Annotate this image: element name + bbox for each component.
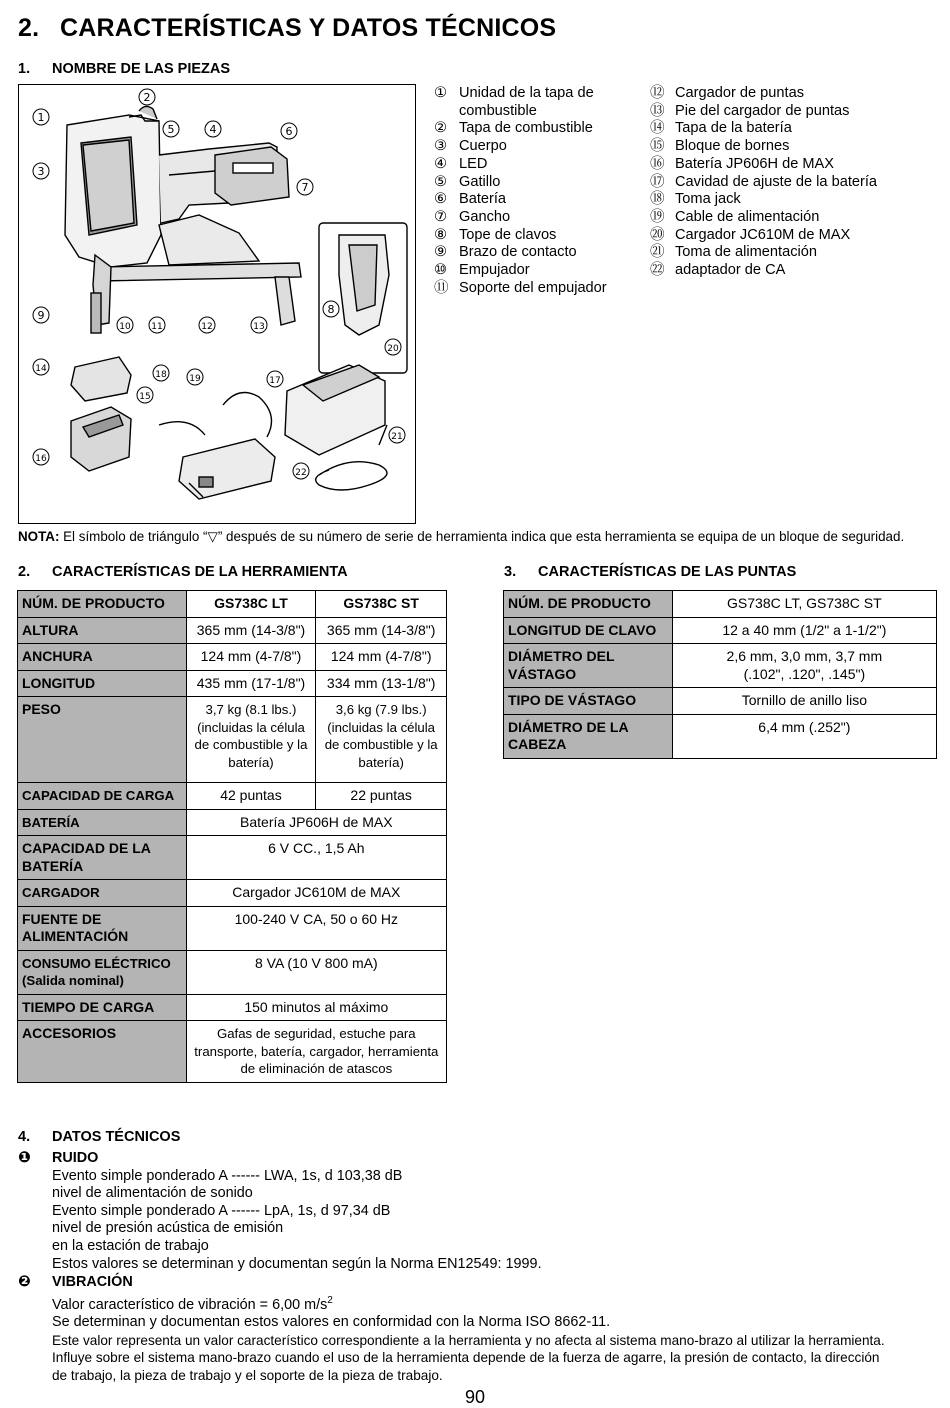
text-line: Este valor representa un valor característico correspondiente a la herramienta y no afecta al sistema mano-brazo al utilizar la herramienta. bbox=[52, 1332, 885, 1348]
callout-14 bbox=[33, 359, 49, 375]
text-line: Influye sobre el sistema mano-brazo cuando el uso de la herramienta depende de la fuerza de agarre, la presión de contacto, la dirección bbox=[52, 1350, 880, 1366]
table-row bbox=[18, 880, 447, 907]
legend-number bbox=[434, 103, 459, 121]
legend-label: Tope de clavos bbox=[459, 226, 557, 243]
legend-item bbox=[434, 138, 607, 156]
legend-item bbox=[434, 156, 607, 174]
legend-number: ⑭ bbox=[650, 120, 665, 137]
legend-number: ⑱ bbox=[650, 191, 665, 208]
legend-label: Batería JP606H de MAX bbox=[675, 155, 834, 172]
svg-text:20: 20 bbox=[387, 344, 399, 354]
legend-label: Tapa de combustible bbox=[459, 120, 593, 137]
legend-label: Cable de alimentación bbox=[675, 208, 820, 225]
row-label: TIEMPO DE CARGA bbox=[18, 994, 187, 1021]
callout-1 bbox=[33, 109, 49, 125]
svg-text:4: 4 bbox=[209, 123, 217, 136]
legend-label: Soporte del empujador bbox=[459, 279, 607, 296]
legend-item bbox=[650, 244, 877, 262]
legend-item bbox=[650, 138, 877, 156]
svg-text:14: 14 bbox=[35, 364, 47, 374]
callout-18 bbox=[153, 365, 169, 381]
legend-item bbox=[650, 227, 877, 245]
tool-heading: 2. CARACTERÍSTICAS DE LA HERRAMIENTA bbox=[18, 564, 348, 580]
legend-label: Batería bbox=[459, 191, 507, 208]
legend-number: ㉒ bbox=[650, 262, 665, 279]
legend-item bbox=[434, 103, 607, 121]
callout-6 bbox=[281, 123, 297, 139]
legend-item bbox=[434, 85, 607, 103]
svg-text:17: 17 bbox=[269, 376, 281, 386]
legend-number: ⑪ bbox=[434, 279, 449, 296]
row-label: ALTURA bbox=[18, 617, 187, 644]
text-line: Evento simple ponderado A ------ LpA, 1s, d 97,34 dB bbox=[52, 1202, 391, 1219]
callout-20 bbox=[385, 339, 401, 355]
text-line: Estos valores se determinan y documentan según la Norma EN12549: 1999. bbox=[52, 1255, 542, 1272]
vibration-norm: Se determinan y documentan estos valores en conformidad con la Norma ISO 8662-11. bbox=[52, 1313, 611, 1330]
legend-number: ⑤ bbox=[434, 173, 448, 190]
svg-text:1: 1 bbox=[37, 111, 45, 124]
svg-text:9: 9 bbox=[37, 309, 45, 322]
legend-item bbox=[434, 244, 607, 262]
svg-text:21: 21 bbox=[391, 432, 403, 442]
legend-number: ④ bbox=[434, 155, 448, 172]
callout-11 bbox=[149, 317, 165, 333]
table-row bbox=[504, 644, 937, 688]
row-label: CARGADOR bbox=[18, 880, 187, 907]
text-line: Evento simple ponderado A ------ LWA, 1s, d 103,38 dB bbox=[52, 1167, 403, 1184]
legend-number: ⑥ bbox=[434, 191, 448, 208]
legend-item bbox=[650, 262, 877, 280]
svg-text:11: 11 bbox=[151, 322, 163, 332]
legend-number: ⑨ bbox=[434, 244, 448, 261]
legend-item bbox=[434, 280, 607, 298]
table-row bbox=[504, 617, 937, 644]
row-label: DIÁMETRO DE LA CABEZA bbox=[504, 714, 673, 758]
table-row bbox=[504, 714, 937, 758]
callout-21 bbox=[389, 427, 405, 443]
legend-item bbox=[650, 191, 877, 209]
table-row bbox=[18, 809, 447, 836]
callout-5 bbox=[163, 121, 179, 137]
table-row bbox=[18, 670, 447, 697]
legend-number: ① bbox=[434, 85, 448, 101]
table-cell: 365 mm (14-3/8") bbox=[186, 617, 316, 644]
parts-heading: 1. NOMBRE DE LAS PIEZAS bbox=[18, 61, 231, 77]
text-line: de trabajo, la pieza de trabajo y el soporte de la pieza de trabajo. bbox=[52, 1367, 443, 1383]
callout-9 bbox=[33, 307, 49, 323]
table-cell: 124 mm (4-7/8") bbox=[186, 644, 316, 671]
legend-label: Gatillo bbox=[459, 173, 501, 190]
svg-text:18: 18 bbox=[155, 370, 167, 380]
svg-text:5: 5 bbox=[167, 123, 175, 136]
table-cell: 42 puntas bbox=[186, 783, 316, 810]
text-line: en la estación de trabajo bbox=[52, 1237, 209, 1254]
callout-7 bbox=[297, 179, 313, 195]
vibration-value: Valor característico de vibración = 6,00 $m/s^2$ bbox=[52, 1294, 333, 1313]
table-row bbox=[18, 644, 447, 671]
callout-13 bbox=[251, 317, 267, 333]
callout-17 bbox=[267, 371, 283, 387]
table-cell: 124 mm (4-7/8") bbox=[316, 644, 447, 671]
legend-item bbox=[434, 174, 607, 192]
page-number: 90 bbox=[464, 1387, 486, 1407]
legend-label: Cuerpo bbox=[459, 138, 507, 155]
table-row bbox=[18, 783, 447, 810]
svg-text:16: 16 bbox=[35, 454, 47, 464]
callout-19 bbox=[187, 369, 203, 385]
table-row bbox=[18, 1021, 447, 1083]
callout-15 bbox=[137, 387, 153, 403]
text-line: nivel de presión acústica de emisión bbox=[52, 1220, 284, 1237]
svg-text:19: 19 bbox=[189, 374, 201, 384]
svg-text:10: 10 bbox=[119, 322, 131, 332]
table-cell: 6,4 mm (.252") bbox=[672, 714, 936, 758]
table-cell: 435 mm (17-1/8") bbox=[186, 670, 316, 697]
callout-16 bbox=[33, 449, 49, 465]
legend-number: ⑬ bbox=[650, 102, 665, 119]
table-row bbox=[18, 617, 447, 644]
svg-text:12: 12 bbox=[201, 322, 213, 332]
row-label: LONGITUD bbox=[18, 670, 187, 697]
table-cell: Gafas de seguridad, estuche para transporte, batería, cargador, herramienta de eliminación de atascos bbox=[186, 1021, 446, 1083]
legend-label: LED bbox=[459, 155, 488, 172]
legend-item bbox=[650, 120, 877, 138]
table-row bbox=[18, 697, 447, 783]
legend-item bbox=[650, 174, 877, 192]
table-cell: GS738C LT, GS738C ST bbox=[672, 591, 936, 618]
legend-number: ⑫ bbox=[650, 85, 665, 101]
row-label: ANCHURA bbox=[18, 644, 187, 671]
table-header-cell: GS738C ST bbox=[316, 591, 447, 618]
legend-item bbox=[650, 209, 877, 227]
row-label: CAPACIDAD DE LA BATERÍA bbox=[18, 836, 187, 880]
callout-12 bbox=[199, 317, 215, 333]
row-label: ACCESORIOS bbox=[18, 1021, 187, 1083]
parts-legend-left bbox=[434, 85, 607, 297]
bullet-2-icon: ❷ bbox=[18, 1273, 31, 1290]
legend-number: ⑯ bbox=[650, 155, 665, 172]
section-title: 2. CARACTERÍSTICAS Y DATOS TÉCNICOS bbox=[18, 14, 557, 42]
legend-label: Tapa de la batería bbox=[675, 120, 792, 137]
legend-label: Toma jack bbox=[675, 191, 741, 208]
legend-label: Pie del cargador de puntas bbox=[675, 102, 850, 119]
svg-text:3: 3 bbox=[37, 165, 45, 178]
legend-number: ⑳ bbox=[650, 226, 665, 243]
legend-item bbox=[434, 191, 607, 209]
legend-label: Brazo de contacto bbox=[459, 244, 577, 261]
table-cell: 334 mm (13-1/8") bbox=[316, 670, 447, 697]
legend-number: ⑮ bbox=[650, 138, 665, 155]
callout-2 bbox=[139, 89, 155, 105]
callout-8 bbox=[323, 301, 339, 317]
table-cell: Cargador JC610M de MAX bbox=[186, 880, 446, 907]
row-label: PESO bbox=[18, 697, 187, 783]
legend-number: ⑧ bbox=[434, 226, 448, 243]
table-row bbox=[18, 836, 447, 880]
row-label: FUENTE DE ALIMENTACIÓN bbox=[18, 906, 187, 950]
table-cell: Batería JP606H de MAX bbox=[186, 809, 446, 836]
table-cell: 100-240 V CA, 50 o 60 Hz bbox=[186, 906, 446, 950]
svg-text:22: 22 bbox=[295, 468, 307, 478]
legend-label: Cavidad de ajuste de la batería bbox=[675, 173, 878, 190]
table-cell: 2,6 mm, 3,0 mm, 3,7 mm (.102", .120", .145") bbox=[672, 644, 936, 688]
ruido-section: ❶ RUIDO Evento simple ponderado A ------ LWA, 1s, d 103,38 dB nivel de alimentación de sonido Evento simple ponderado A ------ LpA, 1s, d 97,34 dB nivel de presión acústica de emisión en la estación de trabajo Estos valores se determinan y documentan según la Norma EN12549: 1999. bbox=[18, 1149, 938, 1273]
table-cell: 8 VA (10 V 800 mA) bbox=[186, 950, 446, 994]
legend-number: ③ bbox=[434, 138, 448, 155]
ruido-lines bbox=[18, 1168, 938, 1274]
table-cell: 150 minutos al máximo bbox=[186, 994, 446, 1021]
text-line: nivel de alimentación de sonido bbox=[52, 1185, 253, 1202]
legend-item bbox=[434, 227, 607, 245]
table-cell: 3,6 kg (7.9 lbs.) (incluidas la célula de combustible y la batería) bbox=[316, 697, 447, 783]
row-label: TIPO DE VÁSTAGO bbox=[504, 688, 673, 715]
legend-item bbox=[650, 103, 877, 121]
row-label: NÚM. DE PRODUCTO bbox=[504, 591, 673, 618]
table-cell: 365 mm (14-3/8") bbox=[316, 617, 447, 644]
legend-number: ㉑ bbox=[650, 244, 665, 261]
tool-table bbox=[17, 590, 447, 1083]
callout-22 bbox=[293, 463, 309, 479]
table-row bbox=[504, 591, 937, 618]
legend-label: Cargador JC610M de MAX bbox=[675, 226, 851, 243]
svg-text:15: 15 bbox=[139, 392, 151, 402]
points-heading: 3. CARACTERÍSTICAS DE LAS PUNTAS bbox=[504, 564, 797, 580]
table-row bbox=[18, 906, 447, 950]
legend-label: Cargador de puntas bbox=[675, 85, 804, 101]
legend-label: adaptador de CA bbox=[675, 262, 786, 279]
table-cell: 12 a 40 mm (1/2" a 1-1/2") bbox=[672, 617, 936, 644]
table-header-cell: GS738C LT bbox=[186, 591, 316, 618]
legend-number: ⑩ bbox=[434, 262, 448, 279]
vibration-paragraph bbox=[18, 1332, 938, 1385]
legend-number: ⑲ bbox=[650, 208, 665, 225]
legend-label: combustible bbox=[459, 102, 537, 119]
table-row bbox=[18, 950, 447, 994]
svg-text:8: 8 bbox=[327, 303, 335, 316]
points-table bbox=[503, 590, 937, 759]
table-row bbox=[18, 994, 447, 1021]
legend-label: Bloque de bornes bbox=[675, 138, 790, 155]
table-header-cell: NÚM. DE PRODUCTO bbox=[18, 591, 187, 618]
legend-item bbox=[650, 85, 877, 103]
table-cell: 22 puntas bbox=[316, 783, 447, 810]
svg-text:2: 2 bbox=[143, 91, 151, 104]
row-label: LONGITUD DE CLAVO bbox=[504, 617, 673, 644]
row-label: BATERÍA bbox=[18, 809, 187, 836]
callout-3 bbox=[33, 163, 49, 179]
table-cell: 3,7 kg (8.1 lbs.) (incluidas la célula de combustible y la batería) bbox=[186, 697, 316, 783]
legend-label: Gancho bbox=[459, 208, 511, 225]
bullet-1-icon: ❶ bbox=[18, 1149, 31, 1166]
legend-item bbox=[434, 120, 607, 138]
callout-4 bbox=[205, 121, 221, 137]
parts-illustration bbox=[18, 84, 416, 524]
svg-text:7: 7 bbox=[301, 181, 309, 194]
row-label: CONSUMO ELÉCTRICO (Salida nominal) bbox=[18, 950, 187, 994]
nota: NOTA: El símbolo de triángulo “▽” después de su número de serie de herramienta indica que esta herramienta se equipa de un bloque de seguridad. bbox=[18, 529, 905, 544]
datos-heading: 4. DATOS TÉCNICOS bbox=[18, 1129, 181, 1145]
legend-label: Unidad de la tapa de bbox=[459, 85, 594, 101]
legend-number: ② bbox=[434, 120, 448, 137]
row-label: CAPACIDAD DE CARGA bbox=[18, 783, 187, 810]
legend-item bbox=[434, 209, 607, 227]
table-cell: 6 V CC., 1,5 Ah bbox=[186, 836, 446, 880]
row-label: DIÁMETRO DEL VÁSTAGO bbox=[504, 644, 673, 688]
nailer-illustration bbox=[19, 85, 415, 523]
vibracion-section: ❷ VIBRACIÓN Valor característico de vibración = 6,00 $m/s^2$ Se determinan y documentan estos valores en conformidad con la Norma ISO 8662-11. Este valor representa un valor característico correspondiente a la herramienta y no afecta al sistema mano-brazo al utilizar la herramienta. Influye sobre el sistema mano-brazo cuando el uso de la herramienta depende de la fuerza de agarre, la presión de contacto, la dirección de trabajo, la pieza de trabajo y el soporte de la pieza de trabajo. bbox=[18, 1273, 938, 1384]
legend-item bbox=[434, 262, 607, 280]
table-row bbox=[18, 591, 447, 618]
legend-item bbox=[650, 156, 877, 174]
table-row bbox=[504, 688, 937, 715]
legend-label: Toma de alimentación bbox=[675, 244, 817, 261]
legend-number: ⑰ bbox=[650, 173, 665, 190]
legend-number: ⑦ bbox=[434, 208, 448, 225]
callout-10 bbox=[117, 317, 133, 333]
svg-text:6: 6 bbox=[285, 125, 293, 138]
parts-legend-right bbox=[650, 85, 877, 280]
svg-text:13: 13 bbox=[253, 322, 265, 332]
table-cell: Tornillo de anillo liso bbox=[672, 688, 936, 715]
legend-label: Empujador bbox=[459, 262, 530, 279]
